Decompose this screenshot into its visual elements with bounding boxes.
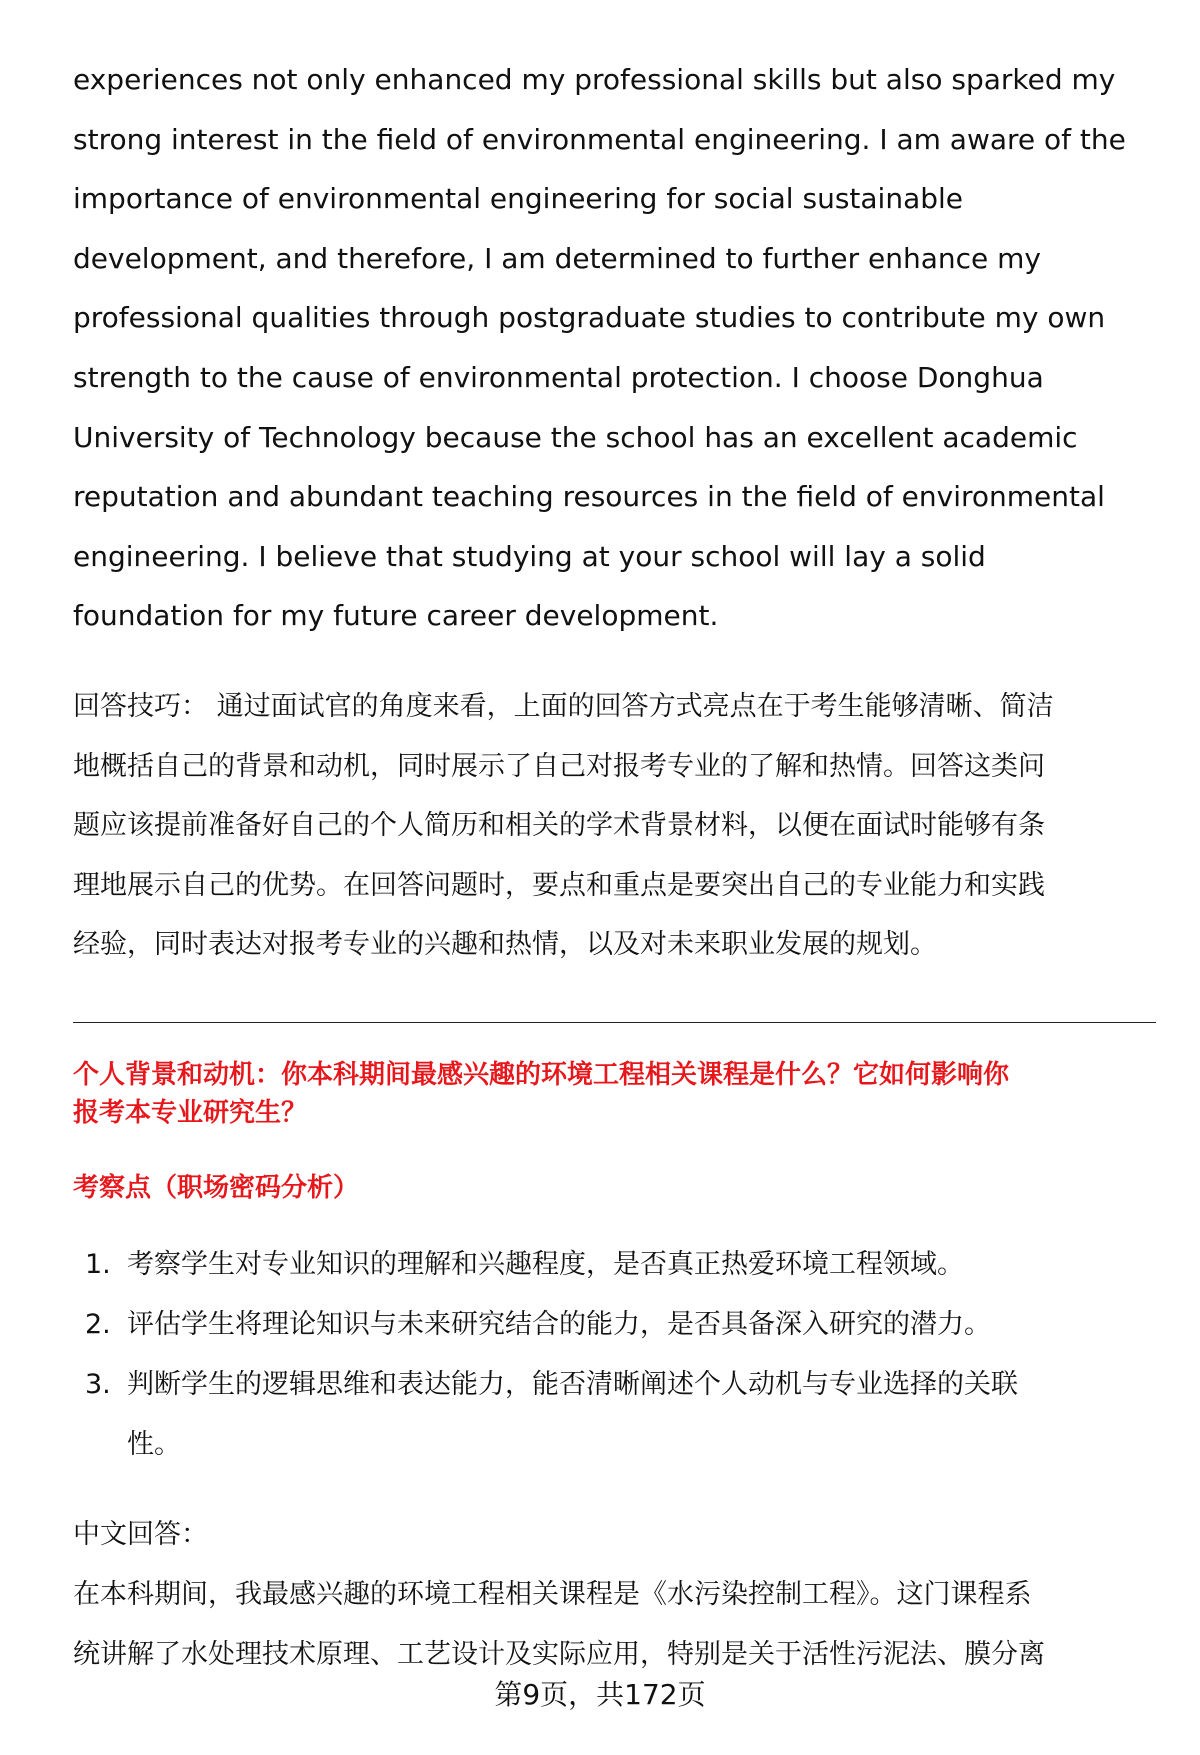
text-line: 个人背景和动机：你本科期间最感兴趣的环境工程相关课程是什么？它如何影响你: [73, 1060, 1010, 1090]
list-number: 1.: [85, 1249, 111, 1280]
assessment-heading-text: 考察点（职场密码分析）: [73, 1173, 360, 1203]
chinese-answer-label: [73, 1505, 1163, 1565]
list-number: 2.: [85, 1309, 111, 1340]
text-line: 在本科期间，我最感兴趣的环境工程相关课程是《水污染控制工程》。这门课程系: [73, 1579, 1032, 1610]
list-item: [85, 1295, 991, 1355]
english-answer-paragraph: [73, 50, 1163, 646]
list-item: [85, 1355, 1018, 1474]
label-text: 中文回答：: [73, 1519, 208, 1550]
question-heading: [73, 1056, 1163, 1132]
list-item: [85, 1235, 964, 1295]
assessment-heading: [73, 1169, 1163, 1207]
text-line: professional qualities through postgraduate studies to contribute my own: [73, 301, 1106, 335]
text-line: 理地展示自己的优势。在回答问题时，要点和重点是要突出自己的专业能力和实践: [73, 869, 1045, 901]
text-line: importance of environmental engineering for social sustainable: [73, 182, 964, 216]
text-line: 经验，同时表达对报考专业的兴趣和热情，以及对未来职业发展的规划。: [73, 929, 937, 961]
list-text: 性。: [127, 1428, 181, 1460]
text-line: engineering. I believe that studying at your school will lay a solid: [73, 539, 986, 573]
text-line: University of Technology because the school has an excellent academic: [73, 420, 1078, 454]
text-line: reputation and abundant teaching resources in the field of environmental: [73, 480, 1105, 514]
section-divider: [73, 1022, 1156, 1023]
text-line: 地概括自己的背景和动机，同时展示了自己对报考专业的了解和热情。回答这类问: [73, 750, 1045, 782]
text-line: experiences not only enhanced my professional skills but also sparked my: [73, 63, 1116, 96]
text-line: strong interest in the field of environmental engineering. I am aware of the: [73, 122, 1126, 156]
list-number: 3.: [85, 1369, 111, 1400]
text-line: foundation for my future career development.: [73, 599, 719, 633]
list-text: 评估学生将理论知识与未来研究结合的能力，是否具备深入研究的潜力。: [127, 1309, 991, 1340]
text-line: 统讲解了水处理技术原理、工艺设计及实际应用，特别是关于活性污泥法、膜分离: [73, 1638, 1045, 1670]
text-line: development, and therefore, I am determined to further enhance my: [73, 241, 1041, 275]
text-line: 回答技巧： 通过面试官的角度来看，上面的回答方式亮点在于考生能够清晰、简洁: [73, 691, 1054, 722]
text-line: 报考本专业研究生？: [73, 1098, 308, 1128]
list-text: 判断学生的逻辑思维和表达能力，能否清晰阐述个人动机与专业选择的关联: [127, 1369, 1018, 1400]
page-number-footer: 第9页，共172页: [494, 1678, 706, 1711]
text-line: strength to the cause of environmental protection. I choose Donghua: [73, 360, 1044, 394]
chinese-answer-paragraph: [73, 1565, 1163, 1684]
answer-tips-paragraph: [73, 677, 1163, 975]
text-line: 题应该提前准备好自己的个人简历和相关的学术背景材料，以便在面试时能够有条: [73, 810, 1045, 842]
list-text: 考察学生对专业知识的理解和兴趣程度，是否真正热爱环境工程领域。: [127, 1249, 964, 1280]
